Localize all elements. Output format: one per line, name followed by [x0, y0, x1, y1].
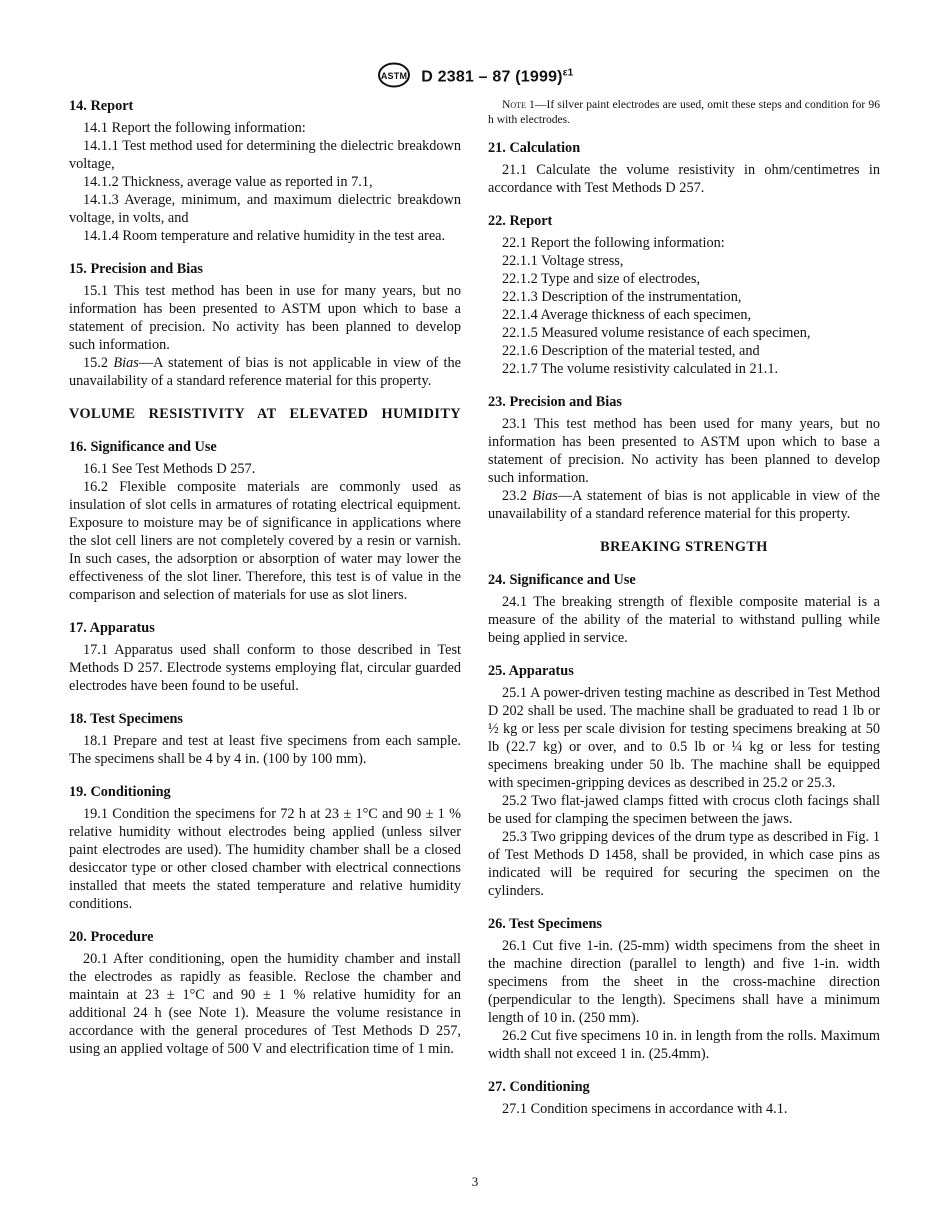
section-22	[488, 212, 880, 378]
section-26	[488, 915, 880, 1063]
section-title: 15. Precision and Bias	[69, 261, 203, 277]
note-label: Note 1	[502, 98, 535, 111]
paragraph: 22.1.3 Description of the instrumentation,	[502, 289, 742, 305]
section-title: 26. Test Specimens	[488, 916, 602, 932]
paragraph: 17.1 Apparatus used shall conform to those described in Test Methods D 257. Electrode systems employing flat, circular guarded electrodes have been found to be useful.	[69, 642, 461, 694]
italic-term: Bias	[532, 488, 558, 504]
page-number: 3	[471, 1174, 479, 1189]
section-title: 14. Report	[69, 98, 134, 114]
paragraph: 25.3 Two gripping devices of the drum type as described in Fig. 1 of Test Methods D 1458, shall be provided, in which case pins as indicated will be required for securing the specimen on the cylinders.	[488, 829, 880, 899]
paragraph: 14.1.1 Test method used for determining the dielectric breakdown voltage,	[69, 138, 461, 172]
paragraph: 25.2 Two flat-jawed clamps fitted with crocus cloth facings shall be used for clamping the specimen between the jaws.	[488, 793, 880, 827]
major-heading-breaking-strength: BREAKING STRENGTH	[600, 539, 768, 555]
paragraph: 19.1 Condition the specimens for 72 h at 23 ± 1°C and 90 ± 1 % relative humidity without electrodes being applied (unless silver paint electrodes are used). The humidity chamber shall be a closed desiccator type or other closed chamber with electrical connections installed that meets the stated temperature and relative humidity conditions.	[69, 806, 461, 912]
section-18	[69, 710, 461, 768]
section-title: 23. Precision and Bias	[488, 394, 622, 410]
section-21	[488, 139, 880, 197]
paragraph: 20.1 After conditioning, open the humidity chamber and install the electrodes as rapidly as feasible. Reclose the chamber and maintain at 23 ± 1°C and 90 ± 1 % relative humidity for an additional 24 h (see Note 1). Measure the volume resistance in accordance with the general procedures of Test Methods D 257, using an applied voltage of 500 V and electrification time of 1 min.	[69, 951, 461, 1057]
paragraph: 25.1 A power-driven testing machine as described in Test Method D 202 shall be used. The machine shall be graduated to read 1 lb or ½ kg or less per scale division for testing specimens breaking at 50 lb (22.7 kg) or over, and to 0.5 lb or ¼ kg or less for testing specimens breaking under 50 lb. The machine shall be equipped with specimen-gripping devices as described in 25.2 or 25.3.	[488, 685, 880, 791]
paragraph: 22.1.2 Type and size of electrodes,	[502, 271, 701, 287]
paragraph: 26.2 Cut five specimens 10 in. in length from the rolls. Maximum width shall not exceed 1 in. (25.4mm).	[488, 1028, 880, 1062]
section-25	[488, 662, 880, 900]
designation: D 2381 – 87 (1999)	[421, 68, 563, 86]
note-1	[488, 97, 880, 127]
section-19	[69, 783, 461, 913]
section-27	[488, 1078, 880, 1118]
section-15	[69, 260, 461, 390]
section-16	[69, 438, 461, 604]
section-title: 21. Calculation	[488, 140, 581, 156]
paragraph: 23.1 This test method has been used for many years, but no information has been presented to ASTM upon which to base a statement of precision. No activity has been planned to develop such information.	[488, 416, 880, 486]
section-title: 20. Procedure	[69, 929, 154, 945]
paragraph: 22.1.5 Measured volume resistance of each specimen,	[502, 325, 811, 341]
italic-term: Bias	[113, 355, 139, 371]
paragraph: 27.1 Condition specimens in accordance with 4.1.	[502, 1101, 788, 1117]
note-text: —If silver paint electrodes are used, omit these steps and condition for 96 h with electrodes.	[488, 98, 880, 126]
paragraph: 14.1 Report the following information:	[83, 120, 306, 136]
paragraph: 16.1 See Test Methods D 257.	[83, 461, 256, 477]
paragraph: 21.1 Calculate the volume resistivity in ohm/centimetres in accordance with Test Methods D 257.	[488, 162, 880, 196]
section-title: 18. Test Specimens	[69, 711, 183, 727]
section-24	[488, 571, 880, 647]
paragraph: 24.1 The breaking strength of flexible composite material is a measure of the ability of the material to withstand pulling while being applied in service.	[488, 594, 880, 646]
section-23	[488, 393, 880, 523]
paragraph: 15.1 This test method has been in use for many years, but no information has been presented to ASTM upon which to base a statement of precision. No activity has been planned to develop such information.	[69, 283, 461, 353]
paragraph: 22.1.6 Description of the material tested, and	[502, 343, 760, 359]
section-title: 17. Apparatus	[69, 620, 155, 636]
designation-superscript: ε1	[562, 67, 574, 79]
paragraph: 15.2 Bias—A statement of bias is not applicable in view of the unavailability of a standard reference material for this property.	[69, 355, 462, 389]
paragraph: 22.1.4 Average thickness of each specimen,	[502, 307, 752, 323]
section-14	[69, 97, 461, 245]
section-title: 16. Significance and Use	[69, 439, 217, 455]
paragraph: 18.1 Prepare and test at least five specimens from each sample. The specimens shall be 4 by 4 in. (100 by 100 mm).	[69, 733, 461, 767]
svg-text:ASTM: ASTM	[380, 71, 407, 81]
section-title: 19. Conditioning	[69, 784, 171, 800]
paragraph: 14.1.2 Thickness, average value as reported in 7.1,	[83, 174, 373, 190]
section-title: 22. Report	[488, 213, 553, 229]
section-17	[69, 619, 461, 695]
right-column	[488, 97, 880, 1133]
major-heading-volume-resistivity: VOLUME RESISTIVITY AT ELEVATED HUMIDITY	[69, 406, 461, 422]
page-header	[0, 62, 950, 93]
left-column	[69, 97, 461, 1073]
astm-logo-icon	[377, 62, 411, 93]
paragraph: 22.1.1 Voltage stress,	[502, 253, 624, 269]
paragraph: 14.1.4 Room temperature and relative humidity in the test area.	[83, 228, 446, 244]
section-title: 27. Conditioning	[488, 1079, 590, 1095]
paragraph: 22.1 Report the following information:	[502, 235, 725, 251]
section-title: 24. Significance and Use	[488, 572, 636, 588]
paragraph: 26.1 Cut five 1-in. (25-mm) width specimens from the sheet in the machine direction (parallel to length) and five 1-in. width specimens from the sheet in the cross-machine direction (perpendicular to the length). Specimens shall have a minimum length of 10 in. (250 mm).	[488, 938, 880, 1026]
paragraph: 14.1.3 Average, minimum, and maximum dielectric breakdown voltage, in volts, and	[69, 192, 461, 226]
paragraph: 22.1.7 The volume resistivity calculated in 21.1.	[502, 361, 779, 377]
paragraph: 23.2 Bias—A statement of bias is not applicable in view of the unavailability of a standard reference material for this property.	[488, 488, 881, 522]
section-title: 25. Apparatus	[488, 663, 574, 679]
paragraph: 16.2 Flexible composite materials are commonly used as insulation of slot cells in armatures of rotating electrical equipment. Exposure to moisture may be of significance in applications where the slot cell liners are not completely covered by a resin or varnish. In such cases, the adsorption or absorption of water may lower the effectiveness of the slot liner. Therefore, this test is of value in the comparison and selection of materials for use as slot liners.	[69, 479, 461, 603]
section-20	[69, 928, 461, 1058]
